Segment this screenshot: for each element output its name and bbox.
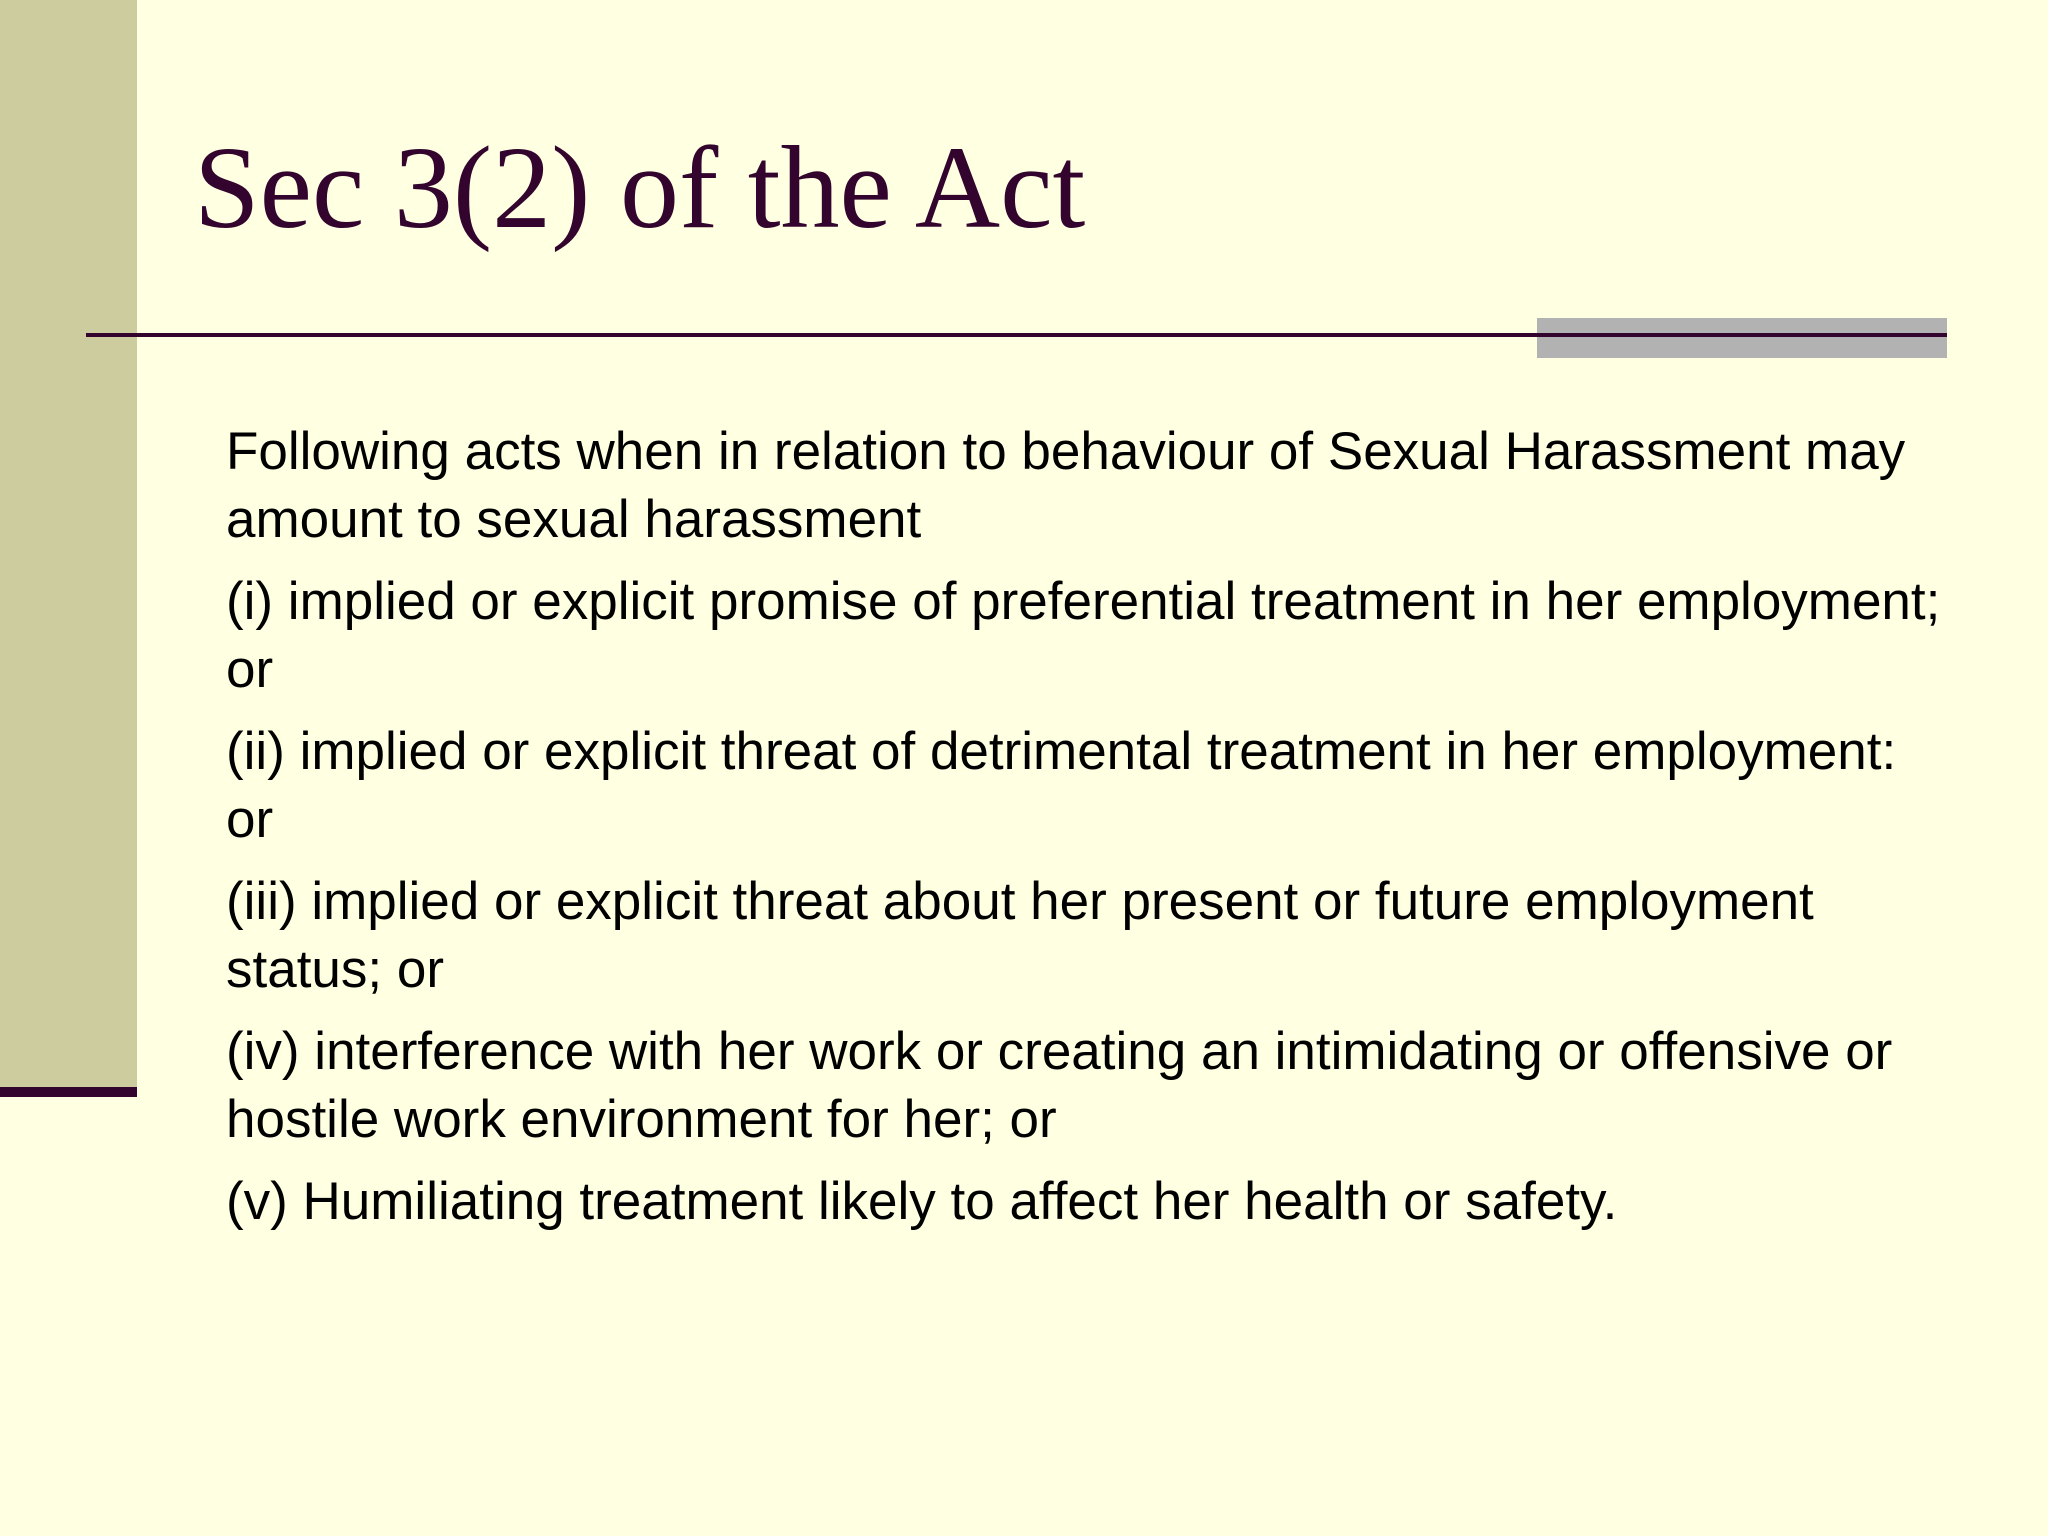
title-divider-accent-line (1537, 333, 1947, 337)
clause-iii: (iii) implied or explicit threat about her present or future employment status; or (226, 872, 1814, 999)
clause-ii: (ii) implied or explicit threat of detrimental treatment in her employment: or (226, 722, 1897, 849)
title-rule-accent-block (1537, 318, 1947, 358)
intro-paragraph: Following acts when in relation to behaviour of Sexual Harassment may amount to sexual harassment (226, 422, 1906, 549)
left-accent-line (0, 1087, 137, 1097)
clause-iv: (iv) interference with her work or creating an intimidating or offensive or hostile work environment for her; or (226, 1022, 1893, 1149)
slide-title: Sec 3(2) of the Act (194, 122, 1086, 253)
clause-v: (v) Humiliating treatment likely to affect her health or safety. (226, 1172, 1618, 1231)
clause-i: (i) implied or explicit promise of preferential treatment in her employment; or (226, 572, 1941, 699)
slide-body (226, 418, 1946, 1250)
left-decorative-bar (0, 0, 137, 1087)
